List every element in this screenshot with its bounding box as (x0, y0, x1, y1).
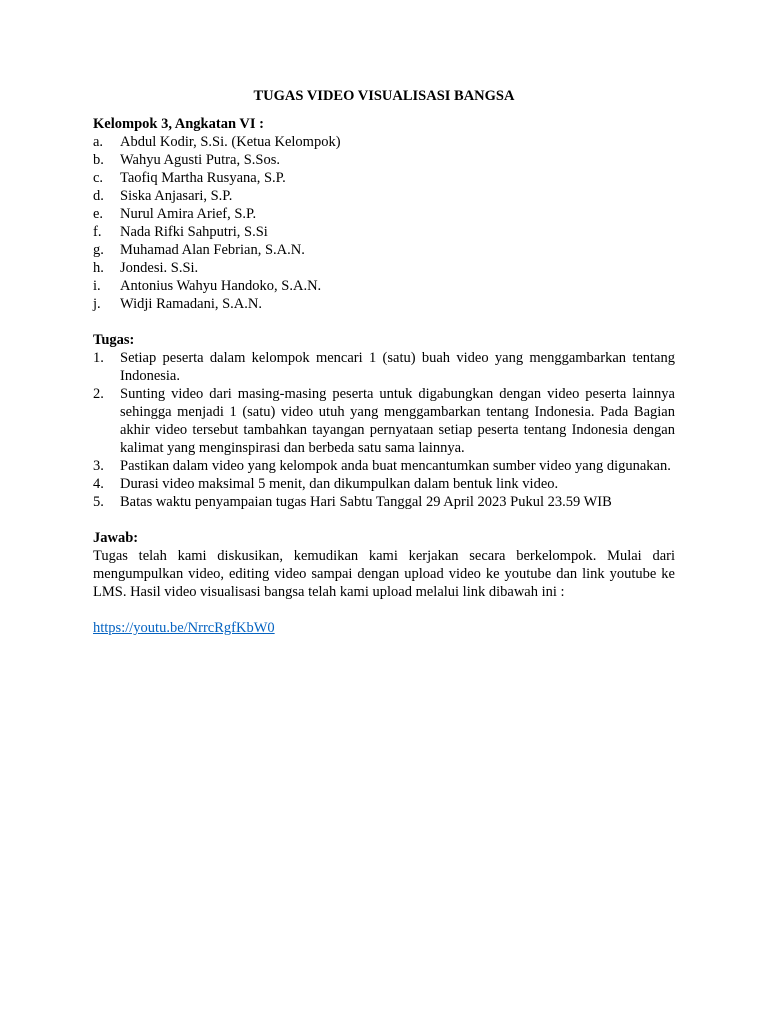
list-item (93, 493, 675, 511)
list-marker: b. (93, 152, 104, 168)
document-title: TUGAS VIDEO VISUALISASI BANGSA (253, 88, 515, 104)
member-name: Siska Anjasari, S.P. (120, 188, 233, 204)
document-content (93, 87, 675, 637)
member-name: Widji Ramadani, S.A.N. (120, 296, 262, 312)
task-text: Setiap peserta dalam kelompok mencari 1 (satu) buah video yang menggambarkan tentang Indonesia. (120, 350, 675, 384)
list-marker: a. (93, 134, 104, 150)
list-item (93, 169, 675, 187)
member-name: Taofiq Martha Rusyana, S.P. (120, 170, 286, 186)
list-marker: 5. (93, 494, 104, 510)
list-item (93, 223, 675, 241)
list-item (93, 385, 675, 457)
spacer (93, 313, 675, 331)
list-marker: j. (93, 296, 101, 312)
list-marker: c. (93, 170, 104, 186)
spacer (93, 601, 675, 619)
list-item (93, 259, 675, 277)
member-name: Abdul Kodir, S.Si. (Ketua Kelompok) (120, 134, 341, 150)
list-item (93, 457, 675, 475)
member-name: Wahyu Agusti Putra, S.Sos. (120, 152, 280, 168)
spacer (93, 511, 675, 529)
list-marker: 3. (93, 458, 104, 474)
list-item (93, 151, 675, 169)
list-item (93, 277, 675, 295)
list-marker: e. (93, 206, 104, 222)
member-name: Nurul Amira Arief, S.P. (120, 206, 257, 222)
list-item (93, 187, 675, 205)
list-marker: g. (93, 242, 104, 258)
answer-heading: Jawab: (93, 530, 139, 546)
list-item (93, 295, 675, 313)
task-list (93, 349, 675, 511)
task-text: Pastikan dalam video yang kelompok anda buat mencantumkan sumber video yang digunakan. (120, 458, 671, 474)
task-text: Sunting video dari masing-masing peserta untuk digabungkan dengan video peserta lainnya sehingga menjadi 1 (satu) video utuh yang menggambarkan tentang Indonesia. Pada Bagian akhir video tersebut tambahkan tayangan pernyataan setiap peserta tentang Indonesia dengan kalimat yang menginspirasi dan berbeda satu sama lainnya. (120, 386, 675, 456)
list-marker: d. (93, 188, 104, 204)
list-item (93, 205, 675, 223)
member-name: Muhamad Alan Febrian, S.A.N. (120, 242, 305, 258)
list-item (93, 349, 675, 385)
list-marker: 4. (93, 476, 104, 492)
list-item (93, 133, 675, 151)
list-marker: i. (93, 278, 101, 294)
member-list (93, 133, 675, 313)
list-item (93, 475, 675, 493)
member-name: Antonius Wahyu Handoko, S.A.N. (120, 278, 322, 294)
member-name: Jondesi. S.Si. (120, 260, 199, 276)
task-text: Batas waktu penyampaian tugas Hari Sabtu Tanggal 29 April 2023 Pukul 23.59 WIB (120, 494, 612, 510)
youtube-link[interactable]: https://youtu.be/NrrcRgfKbW0 (93, 620, 275, 636)
list-marker: 1. (93, 350, 104, 366)
member-name: Nada Rifki Sahputri, S.Si (120, 224, 268, 240)
list-marker: h. (93, 260, 104, 276)
list-marker: 2. (93, 386, 104, 402)
list-marker: f. (93, 224, 102, 240)
list-item (93, 241, 675, 259)
tasks-heading: Tugas: (93, 332, 135, 348)
answer-paragraph: Tugas telah kami diskusikan, kemudikan kami kerjakan secara berkelompok. Mulai dari mengumpulkan video, editing video sampai dengan upload video ke youtube dan link youtube ke LMS. Hasil video visualisasi bangsa telah kami upload melalui link dibawah ini : (93, 548, 675, 600)
link-line (93, 619, 675, 637)
group-heading: Kelompok 3, Angkatan VI : (93, 116, 264, 132)
task-text: Durasi video maksimal 5 menit, dan dikumpulkan dalam bentuk link video. (120, 476, 559, 492)
